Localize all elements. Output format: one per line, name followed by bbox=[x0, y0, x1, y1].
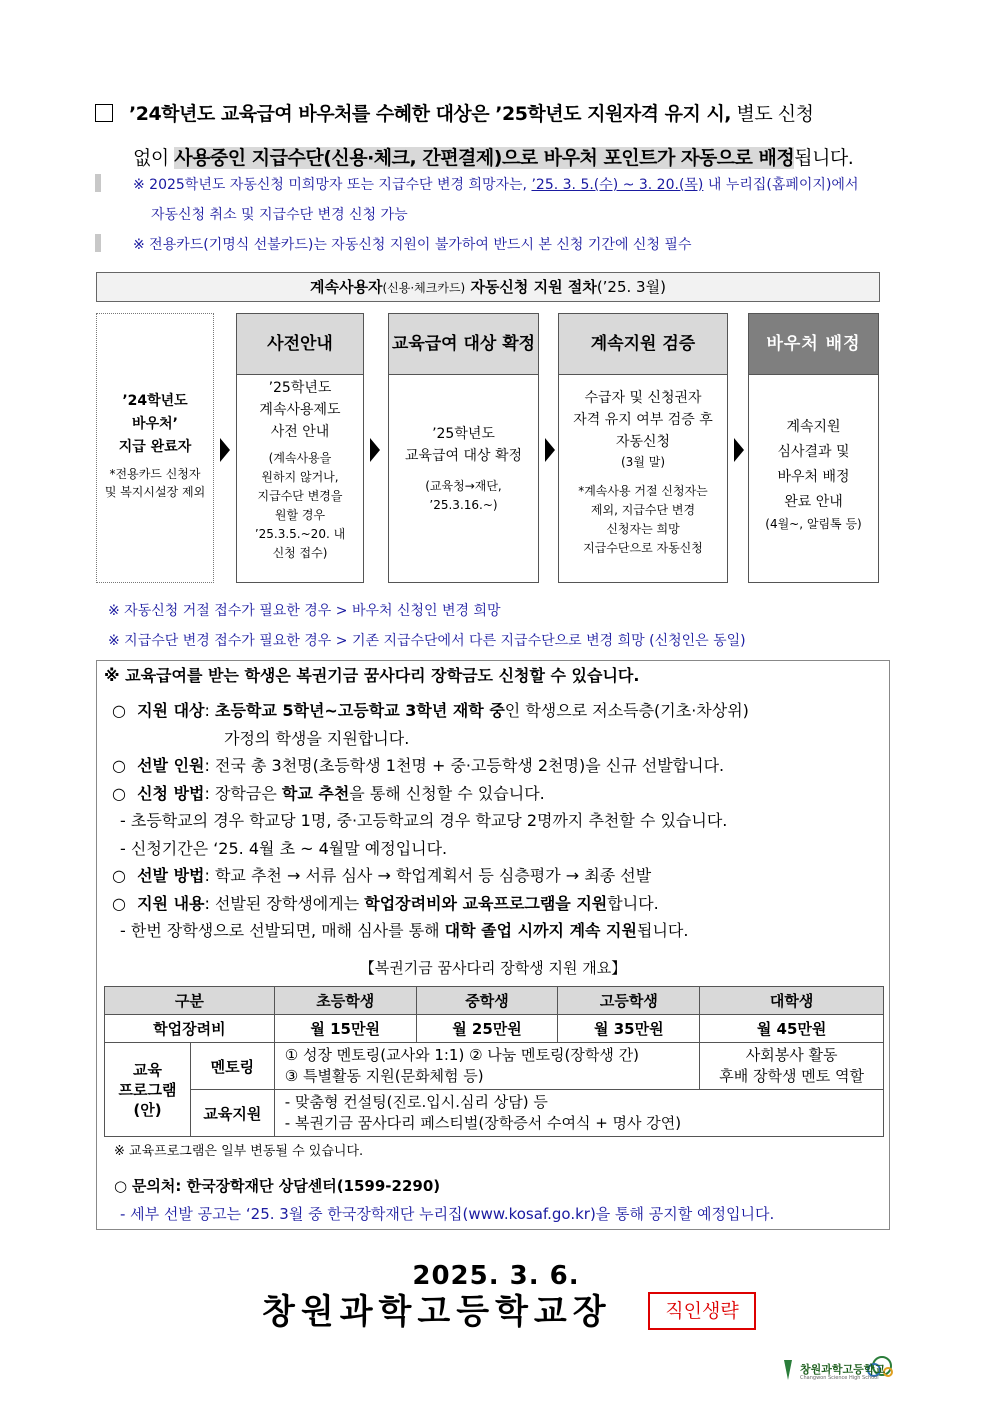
note-1-b: 내 누리집(홈페이지)에서 bbox=[703, 177, 859, 193]
table-cell: 월 25만원 bbox=[416, 1015, 558, 1043]
table-header: 초등학생 bbox=[274, 987, 416, 1015]
arrow-right-icon bbox=[370, 438, 380, 462]
method-row bbox=[112, 862, 882, 890]
process-title-a: 계속사용자 bbox=[310, 278, 383, 296]
mentoring-univ-line: 후배 장학생 멘토 역할 bbox=[719, 1067, 864, 1085]
method-text: : 학교 추천 → 서류 심사 → 학업계획서 등 심층평가 → 최종 선발 bbox=[204, 866, 652, 885]
content-text-a: : 선발된 장학생에게는 bbox=[204, 893, 365, 913]
seal-stamp: 직인생략 bbox=[648, 1292, 756, 1330]
apply-sub-1: - 초등학교의 경우 학교당 1명, 중·고등학교의 경우 학교당 2명까지 추천할 수 있습니다. bbox=[120, 811, 728, 830]
step-3-line: 자격 유지 여부 검증 후 bbox=[573, 412, 713, 428]
apply-label: 신청 방법 bbox=[137, 783, 205, 803]
intro-highlight: 사용중인 지급수단(신용·체크, 간편결제)으로 바우처 포인트가 자동으로 배정 bbox=[174, 147, 795, 169]
intro-line-1 bbox=[95, 92, 905, 136]
select-row bbox=[112, 752, 882, 780]
start-l2: 바우처’ bbox=[132, 416, 178, 432]
step-3-small bbox=[561, 453, 725, 558]
step-3-small-line: 신청자는 희망 bbox=[606, 522, 680, 536]
step-3-small-line: 제외, 지급수단 변경 bbox=[590, 503, 696, 517]
table-note: ※ 교육프로그램은 일부 변동될 수 있습니다. bbox=[114, 1144, 364, 1159]
step-3-small-line: (3월 말) bbox=[621, 455, 665, 469]
step-box-2 bbox=[388, 313, 539, 583]
note-1-c: 자동신청 취소 및 지급수단 변경 신청 가능 bbox=[151, 207, 408, 223]
circle-bullet-icon: ○ bbox=[112, 783, 126, 803]
table-row bbox=[105, 1015, 884, 1043]
process-start-box bbox=[96, 313, 214, 583]
intro-paragraph bbox=[95, 92, 905, 180]
step-3-head: 계속지원 검증 bbox=[559, 314, 727, 375]
apply-text-c: 을 통해 신청할 수 있습니다. bbox=[349, 783, 545, 803]
table-header: 구분 bbox=[105, 987, 275, 1015]
arrow-right-icon bbox=[734, 438, 744, 462]
step-4-line: 심사결과 및 bbox=[777, 444, 850, 460]
checkbox-icon bbox=[95, 104, 113, 122]
target-label: 지원 대상 bbox=[137, 701, 205, 720]
after-note-1: ※ 자동신청 거절 접수가 필요한 경우 > 바우처 신청인 변경 희망 bbox=[108, 603, 501, 619]
step-1-small-line: 신청 접수) bbox=[272, 546, 328, 560]
step-1-line: 사전 안내 bbox=[270, 424, 330, 440]
step-2-body bbox=[389, 375, 538, 517]
process-title-small: (신용·체크카드) bbox=[382, 281, 466, 295]
apply-bold: 학교 추천 bbox=[281, 783, 350, 803]
support-table bbox=[104, 986, 884, 1137]
intro-line1-b: 별도 신청 bbox=[731, 103, 814, 125]
start-l3: 지급 완료자 bbox=[118, 439, 192, 455]
table-header: 대학생 bbox=[700, 987, 884, 1015]
start-s1: *전용카드 신청자 bbox=[109, 467, 201, 481]
table-row bbox=[105, 1043, 884, 1090]
target-text: 인 학생으로 저소득층(기초·차상위) bbox=[504, 701, 749, 720]
circle-bullet-icon: ○ bbox=[114, 1177, 128, 1195]
contact-text: : 한국장학재단 상담센터(1599-2290) bbox=[175, 1177, 441, 1195]
logo-text: 창원과학고등학교 bbox=[800, 1363, 886, 1376]
table-cell-mentoring: 멘토링 bbox=[190, 1043, 274, 1090]
mentoring-line: ③ 특별활동 지원(문화체험 등) bbox=[284, 1067, 484, 1085]
table-cell-program: 교육 프로그램 (안) bbox=[105, 1043, 191, 1137]
target-text-2: 가정의 학생을 지원합니다. bbox=[224, 728, 410, 748]
step-4-line: 바우처 배정 bbox=[777, 469, 850, 485]
after-notes bbox=[108, 596, 746, 656]
circle-bullet-icon: ○ bbox=[112, 701, 126, 720]
target-sep: : bbox=[204, 701, 215, 720]
step-3-body bbox=[559, 375, 727, 560]
arrow-right-icon bbox=[545, 438, 555, 462]
school-logo bbox=[780, 1354, 896, 1388]
process-title bbox=[96, 272, 880, 302]
step-2-small-line: ’25.3.16.~) bbox=[429, 498, 498, 512]
step-1-line: 계속사용제도 bbox=[259, 402, 341, 418]
step-3-line: 자동신청 bbox=[615, 434, 671, 450]
apply-row bbox=[112, 780, 882, 808]
document-date: 2025. 3. 6. bbox=[412, 1261, 580, 1291]
step-2-head: 교육급여 대상 확정 bbox=[389, 314, 538, 375]
circle-bullet-icon: ○ bbox=[112, 866, 126, 885]
note-2-text: ※ 전용카드(기명식 선불카드)는 자동신청 지원이 불가하여 반드시 본 신청 기간에 신청 필수 bbox=[133, 237, 692, 253]
target-row bbox=[112, 697, 882, 725]
table-header: 중학생 bbox=[416, 987, 558, 1015]
notes bbox=[95, 170, 895, 260]
table-cell bbox=[274, 1043, 699, 1090]
scholarship-title: ※ 교육급여를 받는 학생은 복권기금 꿈사다리 장학금도 신청할 수 있습니다. bbox=[104, 666, 640, 685]
table-cell bbox=[274, 1090, 883, 1137]
after-note-2: ※ 지급수단 변경 접수가 필요한 경우 > 기존 지급수단에서 다른 지급수단으로 변경 희망 (신청인은 동일) bbox=[108, 633, 746, 649]
select-text: : 전국 총 3천명(초등학생 1천명 + 중·고등학생 2천명)을 신규 선발합니다. bbox=[204, 756, 725, 775]
table-cell: 월 15만원 bbox=[274, 1015, 416, 1043]
process-title-b: 자동신청 지원 절차 bbox=[465, 278, 597, 296]
logo-subtext: Changwon Science High School bbox=[800, 1375, 879, 1381]
step-1-small bbox=[239, 449, 361, 563]
edu-line: - 맞춤형 컨설팅(진로.입시.심리 상담) 등 bbox=[284, 1093, 548, 1111]
table-cell-edu: 교육지원 bbox=[190, 1090, 274, 1137]
step-2-small-line: (교육청→재단, bbox=[425, 479, 502, 493]
intro-line2-b: 됩니다. bbox=[794, 147, 854, 169]
content-sub bbox=[112, 917, 882, 945]
intro-line2-a: 없이 bbox=[133, 147, 175, 169]
circle-bullet-icon: ○ bbox=[112, 756, 126, 775]
note-1-date: ’25. 3. 5.(수) ~ 3. 20.(목) bbox=[531, 177, 704, 193]
step-2-small bbox=[391, 477, 536, 515]
table-header-row bbox=[105, 987, 884, 1015]
note-1-a: ※ 2025학년도 자동신청 미희망자 또는 지급수단 변경 희망자는, bbox=[133, 177, 532, 193]
step-3-small-line: 지급수단으로 자동신청 bbox=[583, 541, 703, 555]
step-1-head: 사전안내 bbox=[237, 314, 363, 375]
content-bold: 학업장려비와 교육프로그램을 지원 bbox=[364, 893, 608, 913]
step-1-small-line: 원할 경우 bbox=[274, 508, 326, 522]
contact-row bbox=[114, 1172, 774, 1200]
start-s2: 및 복지시설장 제외 bbox=[104, 485, 206, 499]
step-1-line: ’25학년도 bbox=[268, 380, 332, 396]
step-3-small-line: *계속사용 거절 신청자는 bbox=[578, 484, 708, 498]
start-label bbox=[97, 390, 213, 459]
note-bar-icon bbox=[95, 234, 101, 252]
step-3-line: 수급자 및 신청권자 bbox=[584, 390, 702, 406]
table-header: 고등학생 bbox=[558, 987, 700, 1015]
step-1-small-line: 원하지 않거나, bbox=[261, 470, 339, 484]
step-2-line: ’25학년도 bbox=[432, 426, 495, 442]
method-label: 선발 방법 bbox=[137, 866, 205, 885]
note-bar-icon bbox=[95, 174, 101, 192]
table-caption: 【복권기금 꿈사다리 장학생 지원 개요】 bbox=[359, 959, 627, 977]
arrow-right-icon bbox=[220, 438, 230, 462]
content-sub-c: 됩니다. bbox=[636, 921, 689, 940]
content-text-c: 합니다. bbox=[607, 893, 659, 913]
process-title-c: (’25. 3월) bbox=[596, 278, 666, 296]
apply-text-a: : 장학금은 bbox=[204, 783, 282, 803]
content-row bbox=[112, 890, 882, 918]
step-4-head: 바우처 배정 bbox=[749, 314, 878, 375]
step-box-3 bbox=[558, 313, 728, 583]
principal-signature: 창원과학고등학교장 bbox=[262, 1292, 612, 1332]
table-cell: 학업장려비 bbox=[105, 1015, 275, 1043]
step-4-small-line: (4월~, 알림톡 등) bbox=[765, 517, 862, 531]
table-cell: 월 45만원 bbox=[700, 1015, 884, 1043]
step-2-line: 교육급여 대상 확정 bbox=[404, 448, 523, 464]
circle-bullet-icon: ○ bbox=[112, 893, 126, 913]
step-1-small-line: 지급수단 변경을 bbox=[257, 489, 343, 503]
step-4-line: 완료 안내 bbox=[784, 494, 843, 510]
scholarship-details bbox=[112, 697, 882, 945]
table-row bbox=[105, 1090, 884, 1137]
contact-notice: - 세부 선발 공고는 ‘25. 3월 중 한국장학재단 누리집(www.kosaf.go.kr)을 통해 공지할 예정입니다. bbox=[120, 1205, 775, 1223]
mentoring-univ-line: 사회봉사 활동 bbox=[745, 1046, 838, 1064]
step-4-body bbox=[749, 375, 878, 536]
content-sub-a: - 한번 장학생으로 선발되면, 매해 심사를 통해 bbox=[120, 921, 445, 940]
step-box-1 bbox=[236, 313, 364, 583]
note-1 bbox=[95, 170, 895, 200]
mentoring-line: ① 성장 멘토링(교사와 1:1) ② 나눔 멘토링(장학생 간) bbox=[284, 1046, 639, 1064]
start-note bbox=[97, 465, 213, 501]
table-cell: 월 35만원 bbox=[558, 1015, 700, 1043]
start-l1: ’24학년도 bbox=[122, 393, 188, 409]
edu-line: - 복권기금 꿈사다리 페스티벌(장학증서 수여식 + 명사 강연) bbox=[284, 1114, 682, 1132]
intro-line1-a: ’24학년도 교육급여 바우처를 수혜한 대상은 ’25학년도 지원자격 유지 시, bbox=[129, 103, 732, 125]
content-sub-bold: 대학 졸업 시까지 계속 지원 bbox=[444, 921, 637, 940]
contact-label: 문의처 bbox=[131, 1177, 176, 1195]
select-label: 선발 인원 bbox=[137, 756, 205, 775]
table-cell bbox=[700, 1043, 884, 1090]
target-bold: 초등학교 5학년~고등학교 3학년 재학 중 bbox=[214, 701, 505, 720]
contact bbox=[114, 1172, 774, 1228]
step-4-line: 계속지원 bbox=[786, 419, 841, 435]
step-1-small-line: (계속사용을 bbox=[268, 451, 332, 465]
step-1-small-line: ’25.3.5.~20. 내 bbox=[254, 527, 346, 541]
note-2 bbox=[95, 230, 895, 260]
step-1-body bbox=[237, 375, 363, 565]
step-box-4 bbox=[748, 313, 879, 583]
content-label: 지원 내용 bbox=[137, 893, 205, 913]
apply-sub-2: - 신청기간은 ‘25. 4월 초 ~ 4월말 예정입니다. bbox=[120, 838, 448, 858]
